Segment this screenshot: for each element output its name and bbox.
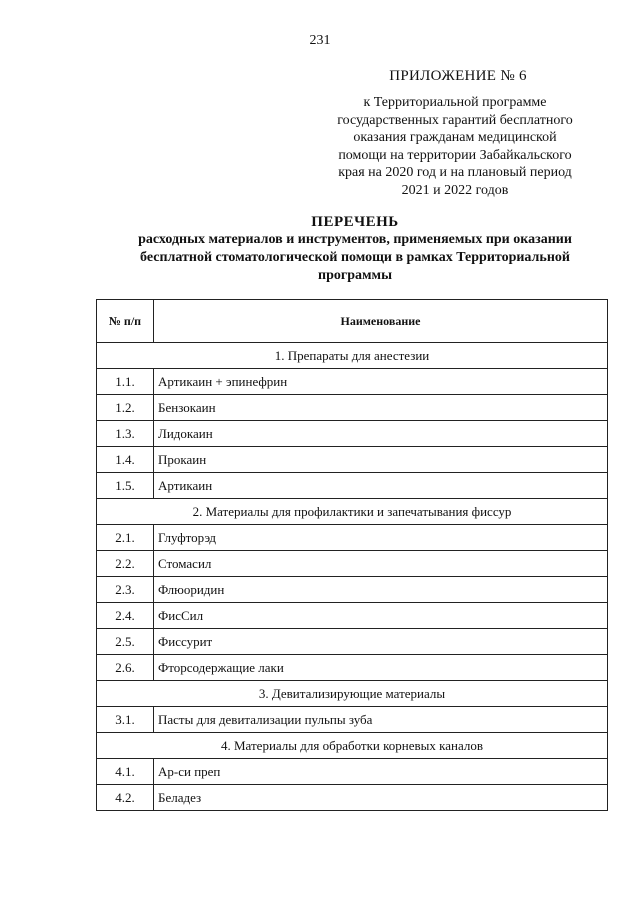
item-name: Артикаин + эпинефрин <box>154 369 608 395</box>
item-name: Бензокаин <box>154 395 608 421</box>
table-row <box>97 421 608 447</box>
materials-table <box>96 299 608 811</box>
appendix-reference-line: помощи на территории Забайкальского <box>338 147 572 163</box>
item-name: Беладез <box>154 785 608 811</box>
item-number: 4.1. <box>97 759 154 785</box>
header-name: Наименование <box>154 300 608 343</box>
item-number: 2.1. <box>97 525 154 551</box>
appendix-reference-line: государственных гарантий бесплатного <box>337 112 573 128</box>
heading-title: ПЕРЕЧЕНЬ <box>311 214 399 230</box>
section-title: 4. Материалы для обработки корневых каналов <box>97 733 608 759</box>
table-row <box>97 759 608 785</box>
item-name: Лидокаин <box>154 421 608 447</box>
appendix-reference-line: края на 2020 год и на плановый период <box>338 165 572 180</box>
item-number: 1.2. <box>97 395 154 421</box>
item-name: ФисСил <box>154 603 608 629</box>
heading-subtitle-line: расходных материалов и инструментов, применяемых при оказании <box>138 232 572 247</box>
section-title: 3. Девитализирующие материалы <box>97 681 608 707</box>
table-row <box>97 577 608 603</box>
item-number: 1.4. <box>97 447 154 473</box>
item-name: Глуфторэд <box>154 525 608 551</box>
section-title: 2. Материалы для профилактики и запечатывания фиссур <box>97 499 608 525</box>
table-row <box>97 655 608 681</box>
item-number: 3.1. <box>97 707 154 733</box>
section-row <box>97 733 608 759</box>
table-row <box>97 629 608 655</box>
heading-subtitle-line: программы <box>318 268 392 283</box>
header-number: № п/п <box>97 300 154 343</box>
appendix-reference-line: 2021 и 2022 годов <box>401 182 509 198</box>
item-name: Фиссурит <box>154 629 608 655</box>
appendix-reference-line: оказания гражданам медицинской <box>353 130 557 145</box>
item-number: 1.3. <box>97 421 154 447</box>
table-row <box>97 473 608 499</box>
page-number: 231 <box>309 33 331 48</box>
item-number: 1.1. <box>97 369 154 395</box>
item-name: Стомасил <box>154 551 608 577</box>
table-row <box>97 395 608 421</box>
item-number: 1.5. <box>97 473 154 499</box>
table-row <box>97 603 608 629</box>
appendix-reference <box>300 94 610 199</box>
item-name: Пасты для девитализации пульпы зуба <box>154 707 608 733</box>
section-title: 1. Препараты для анестезии <box>97 343 608 369</box>
table-row <box>97 551 608 577</box>
item-name: Фторсодержащие лаки <box>154 655 608 681</box>
section-row <box>97 343 608 369</box>
table-row <box>97 785 608 811</box>
appendix-reference-line: к Территориальной программе <box>363 95 547 110</box>
item-number: 2.3. <box>97 577 154 603</box>
section-row <box>97 499 608 525</box>
table-row <box>97 525 608 551</box>
item-name: Прокаин <box>154 447 608 473</box>
section-row <box>97 681 608 707</box>
item-number: 2.2. <box>97 551 154 577</box>
item-name: Артикаин <box>154 473 608 499</box>
item-number: 4.2. <box>97 785 154 811</box>
heading-subtitle-line: бесплатной стоматологической помощи в рамках Территориальной <box>140 250 570 265</box>
appendix-title: ПРИЛОЖЕНИЕ № 6 <box>389 68 527 84</box>
item-name: Ар-си преп <box>154 759 608 785</box>
item-name: Флюоридин <box>154 577 608 603</box>
table-header-row <box>97 300 608 343</box>
document-heading <box>80 213 630 285</box>
table-row <box>97 707 608 733</box>
item-number: 2.6. <box>97 655 154 681</box>
item-number: 2.4. <box>97 603 154 629</box>
table-row <box>97 369 608 395</box>
item-number: 2.5. <box>97 629 154 655</box>
table-row <box>97 447 608 473</box>
